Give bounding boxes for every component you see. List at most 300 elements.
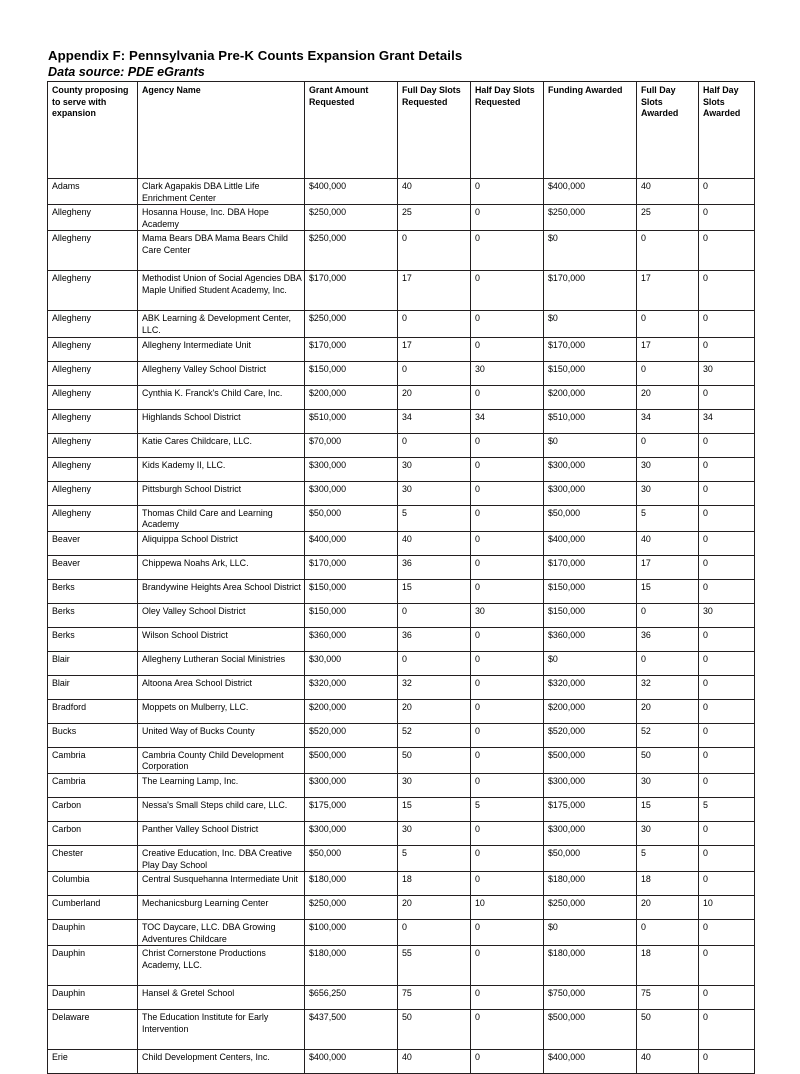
cell-agency: Allegheny Intermediate Unit [138,337,305,361]
column-header-full-day-slots-awarded: Full Day Slots Awarded [637,82,699,179]
cell-half-day-requested: 0 [471,723,544,747]
cell-grant-requested: $320,000 [305,675,398,699]
cell-half-day-awarded: 0 [699,627,755,651]
cell-full-day-awarded: 34 [637,409,699,433]
cell-full-day-requested: 36 [398,555,471,579]
cell-agency: Christ Cornerstone Productions Academy, LLC. [138,946,305,986]
page-title: Appendix F: Pennsylvania Pre-K Counts Expansion Grant Details [48,48,463,63]
cell-county: Carbon [48,821,138,845]
cell-funding-awarded: $300,000 [544,481,637,505]
cell-half-day-requested: 0 [471,433,544,457]
cell-full-day-awarded: 18 [637,872,699,896]
cell-half-day-requested: 0 [471,747,544,773]
cell-funding-awarded: $0 [544,231,637,271]
cell-full-day-requested: 36 [398,627,471,651]
cell-county: Columbia [48,872,138,896]
cell-county: Allegheny [48,481,138,505]
cell-full-day-awarded: 0 [637,603,699,627]
cell-full-day-awarded: 20 [637,896,699,920]
cell-half-day-awarded: 0 [699,773,755,797]
cell-county: Beaver [48,531,138,555]
cell-funding-awarded: $170,000 [544,337,637,361]
cell-funding-awarded: $150,000 [544,603,637,627]
cell-half-day-awarded: 0 [699,747,755,773]
cell-agency: Highlands School District [138,409,305,433]
cell-half-day-requested: 0 [471,946,544,986]
cell-half-day-awarded: 10 [699,896,755,920]
cell-agency: ABK Learning & Development Center, LLC. [138,311,305,337]
cell-agency: Cambria County Child Development Corporation [138,747,305,773]
cell-county: Berks [48,603,138,627]
cell-half-day-requested: 0 [471,481,544,505]
cell-full-day-awarded: 30 [637,481,699,505]
cell-half-day-requested: 0 [471,845,544,871]
cell-half-day-requested: 0 [471,271,544,311]
cell-half-day-requested: 10 [471,896,544,920]
cell-grant-requested: $400,000 [305,1050,398,1074]
cell-funding-awarded: $50,000 [544,505,637,531]
cell-grant-requested: $150,000 [305,603,398,627]
cell-county: Allegheny [48,505,138,531]
cell-funding-awarded: $750,000 [544,986,637,1010]
data-source-line: Data source: PDE eGrants [48,65,205,79]
cell-half-day-requested: 0 [471,920,544,946]
cell-full-day-awarded: 0 [637,920,699,946]
cell-grant-requested: $300,000 [305,481,398,505]
cell-grant-requested: $200,000 [305,699,398,723]
cell-half-day-awarded: 0 [699,271,755,311]
cell-funding-awarded: $520,000 [544,723,637,747]
cell-funding-awarded: $250,000 [544,205,637,231]
cell-full-day-requested: 17 [398,271,471,311]
cell-agency: The Learning Lamp, Inc. [138,773,305,797]
cell-half-day-awarded: 0 [699,337,755,361]
cell-grant-requested: $70,000 [305,433,398,457]
cell-half-day-awarded: 0 [699,821,755,845]
cell-funding-awarded: $200,000 [544,385,637,409]
table-row [48,555,755,579]
cell-full-day-requested: 40 [398,1050,471,1074]
cell-grant-requested: $400,000 [305,531,398,555]
cell-half-day-requested: 0 [471,311,544,337]
cell-grant-requested: $30,000 [305,651,398,675]
cell-agency: Aliquippa School District [138,531,305,555]
cell-full-day-requested: 5 [398,505,471,531]
cell-half-day-awarded: 0 [699,481,755,505]
cell-full-day-awarded: 0 [637,651,699,675]
cell-grant-requested: $175,000 [305,797,398,821]
table-header-row [48,82,755,179]
cell-county: Blair [48,651,138,675]
cell-county: Dauphin [48,946,138,986]
cell-funding-awarded: $175,000 [544,797,637,821]
cell-grant-requested: $170,000 [305,271,398,311]
cell-half-day-awarded: 0 [699,555,755,579]
cell-county: Allegheny [48,205,138,231]
cell-agency: Methodist Union of Social Agencies DBA Maple Unified Student Academy, Inc. [138,271,305,311]
cell-funding-awarded: $400,000 [544,531,637,555]
cell-full-day-requested: 50 [398,747,471,773]
table-row [48,699,755,723]
cell-county: Cambria [48,773,138,797]
cell-full-day-requested: 0 [398,433,471,457]
table-row [48,723,755,747]
table-row [48,231,755,271]
cell-half-day-awarded: 0 [699,920,755,946]
cell-half-day-requested: 34 [471,409,544,433]
cell-full-day-awarded: 52 [637,723,699,747]
column-header-grant-amount-requested: Grant Amount Requested [305,82,398,179]
cell-half-day-requested: 0 [471,675,544,699]
cell-funding-awarded: $200,000 [544,699,637,723]
table-row [48,531,755,555]
cell-full-day-awarded: 30 [637,457,699,481]
cell-full-day-awarded: 17 [637,271,699,311]
cell-funding-awarded: $500,000 [544,1010,637,1050]
cell-half-day-awarded: 0 [699,872,755,896]
cell-grant-requested: $250,000 [305,231,398,271]
cell-county: Beaver [48,555,138,579]
cell-full-day-requested: 34 [398,409,471,433]
cell-half-day-requested: 0 [471,821,544,845]
cell-full-day-requested: 50 [398,1010,471,1050]
cell-agency: Pittsburgh School District [138,481,305,505]
cell-funding-awarded: $50,000 [544,845,637,871]
cell-half-day-requested: 0 [471,627,544,651]
cell-grant-requested: $250,000 [305,311,398,337]
cell-full-day-awarded: 30 [637,773,699,797]
cell-half-day-awarded: 30 [699,361,755,385]
cell-grant-requested: $150,000 [305,361,398,385]
cell-full-day-awarded: 15 [637,579,699,603]
column-header-half-day-slots-requested: Half Day Slots Requested [471,82,544,179]
cell-half-day-awarded: 0 [699,651,755,675]
cell-agency: Moppets on Mulberry, LLC. [138,699,305,723]
cell-full-day-requested: 25 [398,205,471,231]
cell-full-day-awarded: 20 [637,385,699,409]
cell-full-day-awarded: 0 [637,231,699,271]
cell-county: Bradford [48,699,138,723]
cell-funding-awarded: $400,000 [544,179,637,205]
cell-full-day-requested: 0 [398,311,471,337]
table-row [48,872,755,896]
table-row [48,773,755,797]
table-row [48,920,755,946]
cell-half-day-awarded: 34 [699,409,755,433]
cell-half-day-awarded: 30 [699,603,755,627]
cell-full-day-requested: 30 [398,773,471,797]
table-row [48,797,755,821]
cell-full-day-awarded: 50 [637,747,699,773]
cell-half-day-awarded: 0 [699,579,755,603]
cell-grant-requested: $656,250 [305,986,398,1010]
cell-grant-requested: $500,000 [305,747,398,773]
cell-half-day-awarded: 0 [699,1050,755,1074]
column-header-agency-name: Agency Name [138,82,305,179]
cell-full-day-requested: 17 [398,337,471,361]
cell-agency: Hansel & Gretel School [138,986,305,1010]
cell-full-day-awarded: 25 [637,205,699,231]
table-row [48,986,755,1010]
cell-half-day-requested: 0 [471,872,544,896]
cell-county: Allegheny [48,271,138,311]
cell-full-day-requested: 15 [398,579,471,603]
column-header-funding-awarded: Funding Awarded [544,82,637,179]
cell-half-day-awarded: 0 [699,531,755,555]
cell-half-day-awarded: 0 [699,675,755,699]
column-header-full-day-slots-requested: Full Day Slots Requested [398,82,471,179]
cell-county: Allegheny [48,311,138,337]
cell-agency: Chippewa Noahs Ark, LLC. [138,555,305,579]
cell-county: Allegheny [48,361,138,385]
cell-full-day-requested: 0 [398,361,471,385]
cell-agency: Brandywine Heights Area School District [138,579,305,603]
cell-grant-requested: $300,000 [305,773,398,797]
cell-half-day-requested: 30 [471,603,544,627]
table-row [48,675,755,699]
cell-grant-requested: $300,000 [305,457,398,481]
column-header-county: County proposing to serve with expansion [48,82,138,179]
cell-half-day-requested: 0 [471,385,544,409]
cell-county: Dauphin [48,986,138,1010]
cell-half-day-requested: 0 [471,555,544,579]
cell-half-day-requested: 0 [471,699,544,723]
cell-full-day-awarded: 50 [637,1010,699,1050]
cell-agency: Creative Education, Inc. DBA Creative Play Day School [138,845,305,871]
table-row [48,433,755,457]
cell-full-day-requested: 20 [398,699,471,723]
cell-grant-requested: $180,000 [305,872,398,896]
cell-half-day-awarded: 0 [699,723,755,747]
cell-funding-awarded: $150,000 [544,579,637,603]
table-row [48,747,755,773]
cell-agency: Katie Cares Childcare, LLC. [138,433,305,457]
cell-half-day-awarded: 0 [699,457,755,481]
cell-funding-awarded: $400,000 [544,1050,637,1074]
cell-county: Delaware [48,1010,138,1050]
table-row [48,946,755,986]
cell-funding-awarded: $320,000 [544,675,637,699]
cell-funding-awarded: $0 [544,651,637,675]
cell-county: Allegheny [48,457,138,481]
cell-full-day-awarded: 32 [637,675,699,699]
cell-agency: Hosanna House, Inc. DBA Hope Academy [138,205,305,231]
cell-county: Berks [48,627,138,651]
cell-grant-requested: $520,000 [305,723,398,747]
cell-half-day-awarded: 0 [699,179,755,205]
table-row [48,627,755,651]
cell-county: Allegheny [48,337,138,361]
table-row [48,385,755,409]
cell-grant-requested: $150,000 [305,579,398,603]
cell-county: Chester [48,845,138,871]
cell-county: Erie [48,1050,138,1074]
cell-grant-requested: $510,000 [305,409,398,433]
table-row [48,205,755,231]
table-row [48,579,755,603]
cell-funding-awarded: $300,000 [544,457,637,481]
table-row [48,651,755,675]
cell-county: Berks [48,579,138,603]
cell-county: Carbon [48,797,138,821]
cell-county: Allegheny [48,231,138,271]
cell-funding-awarded: $510,000 [544,409,637,433]
table-row [48,481,755,505]
cell-funding-awarded: $170,000 [544,555,637,579]
cell-funding-awarded: $300,000 [544,773,637,797]
cell-full-day-requested: 0 [398,651,471,675]
cell-half-day-requested: 0 [471,337,544,361]
cell-funding-awarded: $360,000 [544,627,637,651]
cell-full-day-requested: 32 [398,675,471,699]
column-header-half-day-slots-awarded: Half Day Slots Awarded [699,82,755,179]
cell-full-day-requested: 40 [398,531,471,555]
cell-funding-awarded: $0 [544,920,637,946]
cell-full-day-awarded: 40 [637,1050,699,1074]
cell-full-day-awarded: 0 [637,433,699,457]
grant-details-table [47,81,755,1074]
cell-funding-awarded: $180,000 [544,872,637,896]
cell-agency: Wilson School District [138,627,305,651]
cell-half-day-awarded: 0 [699,231,755,271]
cell-full-day-requested: 15 [398,797,471,821]
cell-funding-awarded: $0 [544,433,637,457]
cell-funding-awarded: $500,000 [544,747,637,773]
cell-half-day-requested: 0 [471,986,544,1010]
cell-county: Blair [48,675,138,699]
cell-full-day-awarded: 30 [637,821,699,845]
cell-full-day-requested: 75 [398,986,471,1010]
table-row [48,271,755,311]
cell-half-day-awarded: 0 [699,311,755,337]
table-row [48,505,755,531]
cell-half-day-requested: 0 [471,457,544,481]
cell-full-day-awarded: 15 [637,797,699,821]
cell-agency: Panther Valley School District [138,821,305,845]
cell-half-day-awarded: 0 [699,845,755,871]
cell-grant-requested: $437,500 [305,1010,398,1050]
cell-half-day-requested: 0 [471,579,544,603]
cell-county: Cumberland [48,896,138,920]
cell-full-day-awarded: 17 [637,337,699,361]
cell-full-day-requested: 18 [398,872,471,896]
cell-full-day-requested: 40 [398,179,471,205]
cell-half-day-requested: 0 [471,505,544,531]
cell-half-day-requested: 0 [471,651,544,675]
cell-half-day-awarded: 0 [699,699,755,723]
cell-agency: Cynthia K. Franck's Child Care, Inc. [138,385,305,409]
cell-grant-requested: $50,000 [305,505,398,531]
cell-half-day-awarded: 0 [699,385,755,409]
cell-agency: Nessa's Small Steps child care, LLC. [138,797,305,821]
cell-half-day-awarded: 0 [699,946,755,986]
cell-agency: Thomas Child Care and Learning Academy [138,505,305,531]
cell-half-day-requested: 0 [471,205,544,231]
cell-agency: Mechanicsburg Learning Center [138,896,305,920]
cell-grant-requested: $200,000 [305,385,398,409]
cell-half-day-awarded: 0 [699,433,755,457]
table-row [48,821,755,845]
table-row [48,311,755,337]
cell-full-day-awarded: 0 [637,361,699,385]
cell-full-day-awarded: 40 [637,531,699,555]
cell-agency: Central Susquehanna Intermediate Unit [138,872,305,896]
cell-funding-awarded: $150,000 [544,361,637,385]
cell-full-day-awarded: 36 [637,627,699,651]
cell-half-day-awarded: 0 [699,1010,755,1050]
cell-half-day-awarded: 0 [699,205,755,231]
cell-half-day-requested: 0 [471,1010,544,1050]
table-row [48,337,755,361]
cell-full-day-awarded: 20 [637,699,699,723]
table-row [48,361,755,385]
cell-full-day-requested: 0 [398,231,471,271]
cell-half-day-requested: 5 [471,797,544,821]
cell-full-day-requested: 30 [398,821,471,845]
cell-agency: Altoona Area School District [138,675,305,699]
cell-funding-awarded: $180,000 [544,946,637,986]
cell-half-day-awarded: 0 [699,986,755,1010]
cell-county: Allegheny [48,433,138,457]
cell-grant-requested: $50,000 [305,845,398,871]
cell-grant-requested: $250,000 [305,205,398,231]
cell-funding-awarded: $0 [544,311,637,337]
cell-agency: Allegheny Lutheran Social Ministries [138,651,305,675]
cell-grant-requested: $300,000 [305,821,398,845]
cell-full-day-awarded: 40 [637,179,699,205]
cell-grant-requested: $170,000 [305,555,398,579]
cell-county: Bucks [48,723,138,747]
table-row [48,603,755,627]
cell-half-day-requested: 0 [471,531,544,555]
table-row [48,179,755,205]
cell-full-day-requested: 0 [398,920,471,946]
table-row [48,1010,755,1050]
cell-full-day-requested: 30 [398,481,471,505]
cell-grant-requested: $170,000 [305,337,398,361]
cell-county: Dauphin [48,920,138,946]
cell-full-day-awarded: 75 [637,986,699,1010]
cell-funding-awarded: $170,000 [544,271,637,311]
cell-grant-requested: $100,000 [305,920,398,946]
cell-full-day-requested: 30 [398,457,471,481]
cell-half-day-requested: 0 [471,773,544,797]
cell-funding-awarded: $300,000 [544,821,637,845]
cell-full-day-requested: 20 [398,896,471,920]
cell-agency: Kids Kademy II, LLC. [138,457,305,481]
cell-full-day-requested: 20 [398,385,471,409]
cell-full-day-awarded: 5 [637,845,699,871]
cell-agency: TOC Daycare, LLC. DBA Growing Adventures Childcare [138,920,305,946]
cell-full-day-awarded: 5 [637,505,699,531]
table-row [48,845,755,871]
cell-full-day-requested: 52 [398,723,471,747]
cell-half-day-requested: 0 [471,231,544,271]
table-row [48,1050,755,1074]
cell-half-day-requested: 0 [471,179,544,205]
table-row [48,896,755,920]
cell-grant-requested: $250,000 [305,896,398,920]
cell-county: Cambria [48,747,138,773]
cell-half-day-awarded: 5 [699,797,755,821]
cell-county: Allegheny [48,385,138,409]
table-row [48,457,755,481]
cell-full-day-requested: 0 [398,603,471,627]
cell-full-day-awarded: 17 [637,555,699,579]
cell-agency: Oley Valley School District [138,603,305,627]
cell-agency: Child Development Centers, Inc. [138,1050,305,1074]
table-body [48,179,755,1074]
